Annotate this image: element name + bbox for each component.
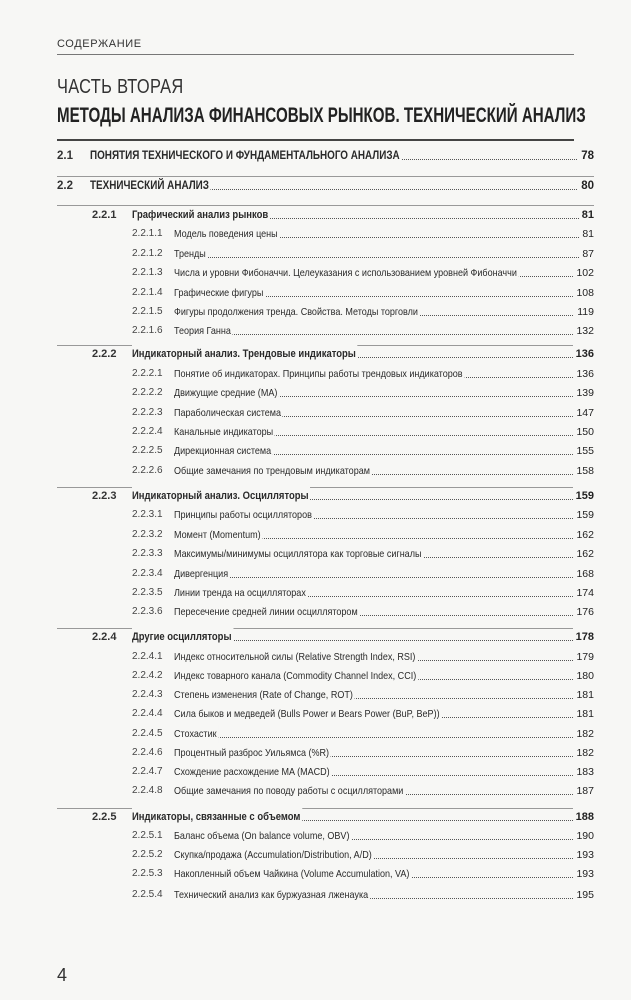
toc-entry[interactable]	[0, 628, 631, 646]
toc-entry-number: 2.2.1.4	[132, 287, 163, 298]
toc-entry-number: 2.2.3.2	[132, 529, 163, 540]
toc-entry[interactable]	[0, 506, 631, 524]
toc-entry-number: 2.2.2.2	[132, 387, 163, 398]
toc-entry-number: 2.2.2.1	[132, 368, 163, 379]
toc-entry-page: 162	[573, 545, 594, 563]
toc-entry-title: Движущие средние (MA)	[174, 384, 279, 402]
toc-entry-page: 179	[573, 648, 594, 666]
toc-entry-number: 2.2	[57, 180, 73, 192]
toc-entry-page: 168	[573, 565, 594, 583]
toc-entry-number: 2.2.1.1	[132, 228, 163, 239]
toc-entry[interactable]	[0, 345, 631, 363]
toc-entry-page: 178	[573, 628, 594, 646]
toc-entry-title: Фигуры продолжения тренда. Свойства. Методы торговли	[174, 303, 420, 321]
toc-entry-title: Степень изменения (Rate of Change, ROT)	[174, 686, 355, 704]
toc-entry-page: 193	[573, 846, 594, 864]
toc-entry[interactable]	[0, 865, 631, 883]
toc-entry-number: 2.2.4.8	[132, 785, 163, 796]
toc-entry-title: Числа и уровни Фибоначчи. Целеуказания с использованием уровней Фибоначчи	[174, 264, 519, 282]
toc-entry[interactable]	[0, 526, 631, 544]
toc-entry-title: Стохастик	[174, 725, 218, 743]
toc-entry-number: 2.2.3.5	[132, 587, 163, 598]
toc-entry-title: Модель поведения цены	[174, 225, 279, 243]
toc-entry-title: Технический анализ как буржуазная лженаука	[174, 886, 370, 904]
toc-entry-page: 162	[573, 526, 594, 544]
dot-leader	[176, 334, 579, 335]
toc-entry-page: 139	[573, 384, 594, 402]
toc-entry[interactable]	[0, 365, 631, 383]
toc-entry[interactable]	[0, 725, 631, 743]
toc-entry-page: 132	[573, 322, 594, 340]
toc-entry-page: 182	[573, 744, 594, 762]
toc-entry-page: 147	[573, 404, 594, 422]
toc-entry[interactable]	[0, 147, 631, 165]
toc-entry-page: 183	[573, 763, 594, 781]
toc-entry-page: 136	[573, 365, 594, 383]
toc-entry-title: Максимумы/минимумы осциллятора как торговые сигналы	[174, 545, 423, 563]
toc-entry-title: Тренды	[174, 245, 208, 263]
toc-entry-number: 2.2.3.6	[132, 606, 163, 617]
toc-entry-page: 155	[573, 442, 594, 460]
toc-entry-title: Накопленный объем Чайкина (Volume Accumulation, VA)	[174, 865, 411, 883]
toc-entry-page: 181	[573, 686, 594, 704]
toc-entry-page: 119	[574, 303, 594, 321]
toc-entry-page: 87	[579, 245, 594, 263]
toc-entry-title: Баланс объема (On balance volume, OBV)	[174, 827, 351, 845]
toc-entry-title: Параболическая система	[174, 404, 283, 422]
toc-entry-page: 159	[573, 487, 594, 505]
toc-entry-page: 108	[573, 284, 594, 302]
toc-entry-page: 81	[579, 225, 594, 243]
toc-entry-number: 2.2.4.1	[132, 651, 163, 662]
toc-entry-page: 195	[573, 886, 594, 904]
toc-entry-page: 188	[573, 808, 594, 826]
toc-entry-number: 2.2.3.1	[132, 509, 163, 520]
toc-entry[interactable]	[0, 423, 631, 441]
toc-entry[interactable]	[0, 565, 631, 583]
toc-entry-title: Индикаторы, связанные с объемом	[132, 808, 302, 826]
toc-entry-title: Линии тренда на осцилляторах	[174, 584, 308, 602]
toc-entry[interactable]	[0, 667, 631, 685]
toc-entry-title: Общие замечания по трендовым индикаторам	[174, 462, 372, 480]
toc-entry[interactable]	[0, 245, 631, 263]
toc-entry[interactable]	[0, 284, 631, 302]
toc-entry[interactable]	[0, 705, 631, 723]
toc-entry-number: 2.2.1.2	[132, 248, 163, 259]
toc-entry-title: Теория Ганна	[174, 322, 233, 340]
toc-entry-number: 2.2.4.5	[132, 728, 163, 739]
toc-entry-title: Момент (Momentum)	[174, 526, 262, 544]
toc-entry[interactable]	[0, 827, 631, 845]
toc-entry-number: 2.2.5.2	[132, 849, 163, 860]
page-number: 4	[57, 965, 68, 985]
toc-entry-number: 2.2.3.4	[132, 568, 163, 579]
part-label: ЧАСТЬ ВТОРАЯ	[57, 76, 184, 98]
toc-entry-number: 2.2.2.6	[132, 465, 163, 476]
toc-entry[interactable]	[0, 462, 631, 480]
toc-entry-number: 2.2.2.4	[132, 426, 163, 437]
toc-entry-title: Индикаторный анализ. Осцилляторы	[132, 487, 310, 505]
toc-entry-page: 158	[573, 462, 594, 480]
toc-entry-title: Графический анализ рынков	[132, 206, 270, 224]
toc-entry-number: 2.2.5	[92, 811, 117, 823]
toc-entry-page: 181	[573, 705, 594, 723]
toc-entry-number: 2.2.4.4	[132, 708, 163, 719]
toc-entry-page: 78	[578, 147, 594, 165]
toc-entry[interactable]	[0, 404, 631, 422]
toc-entry[interactable]	[0, 225, 631, 243]
part-title: МЕТОДЫ АНАЛИЗА ФИНАНСОВЫХ РЫНКОВ. ТЕХНИЧЕСКИЙ АНАЛИЗ	[57, 104, 586, 127]
toc-entry[interactable]	[0, 744, 631, 762]
dot-leader	[176, 257, 579, 258]
toc-entry[interactable]	[0, 603, 631, 621]
toc-entry-number: 2.2.2	[92, 348, 117, 360]
toc-entry-page: 187	[573, 782, 594, 800]
toc-entry[interactable]	[0, 886, 631, 904]
toc-entry[interactable]	[0, 782, 631, 800]
toc-entry[interactable]	[0, 206, 631, 224]
toc-entry-number: 2.2.4.3	[132, 689, 163, 700]
toc-entry[interactable]	[0, 763, 631, 781]
toc-entry-number: 2.2.4.6	[132, 747, 163, 758]
toc-entry-page: 136	[573, 345, 594, 363]
toc-entry-title: Общие замечания по поводу работы с осцилляторами	[174, 782, 405, 800]
toc-entry-page: 159	[573, 506, 594, 524]
toc-entry-number: 2.1	[57, 150, 73, 162]
toc-entry-page: 180	[573, 667, 594, 685]
toc-entry[interactable]	[0, 487, 631, 505]
toc-entry-title: Дирекционная система	[174, 442, 273, 460]
toc-entry-title: Графические фигуры	[174, 284, 265, 302]
dot-leader	[176, 737, 579, 738]
toc-entry[interactable]	[0, 442, 631, 460]
toc-entry-title: Индекс товарного канала (Commodity Channel Index, CCI)	[174, 667, 418, 685]
running-head: СОДЕРЖАНИЕ	[57, 38, 142, 50]
toc-entry-number: 2.2.3	[92, 490, 117, 502]
toc-entry-title: Схождение расхождение MA (MACD)	[174, 763, 331, 781]
toc-entry[interactable]	[0, 648, 631, 666]
toc-entry-title: Понятие об индикаторах. Принципы работы трендовых индикаторов	[174, 365, 464, 383]
dot-leader	[176, 577, 579, 578]
toc-entry-number: 2.2.2.3	[132, 407, 163, 418]
toc-entry-page: 81	[579, 206, 594, 224]
toc-entry-number: 2.2.5.1	[132, 830, 163, 841]
toc-entry-number: 2.2.4	[92, 631, 117, 643]
toc-entry-page: 150	[573, 423, 594, 441]
toc-entry-number: 2.2.1	[92, 209, 117, 221]
toc-entry-title: Принципы работы осцилляторов	[174, 506, 314, 524]
toc-entry-title: ПОНЯТИЯ ТЕХНИЧЕСКОГО И ФУНДАМЕНТАЛЬНОГО АНАЛИЗА	[90, 147, 401, 165]
toc-entry-number: 2.2.5.4	[132, 889, 163, 900]
toc-entry-title: Индекс относительной силы (Relative Strength Index, RSI)	[174, 648, 417, 666]
toc-entry[interactable]	[0, 686, 631, 704]
toc-entry-page: 193	[573, 865, 594, 883]
toc-entry[interactable]	[0, 846, 631, 864]
toc-entry-number: 2.2.4.7	[132, 766, 163, 777]
toc-entry-title: Сила быков и медведей (Bulls Power и Bears Power (BuP, BeP))	[174, 705, 441, 723]
toc-entry[interactable]	[0, 384, 631, 402]
toc-entry-number: 2.2.1.3	[132, 267, 163, 278]
toc-entry-page: 102	[573, 264, 594, 282]
toc-entry-title: Процентный разброс Уильямса (%R)	[174, 744, 331, 762]
toc-entry-page: 176	[573, 603, 594, 621]
toc-entry[interactable]	[0, 177, 631, 195]
toc-entry[interactable]	[0, 584, 631, 602]
toc-entry-page: 174	[573, 584, 594, 602]
toc-entry[interactable]	[0, 322, 631, 340]
toc-entry-title: Пересечение средней линии осциллятором	[174, 603, 359, 621]
toc-entry-number: 2.2.2.5	[132, 445, 163, 456]
toc-entry-number: 2.2.4.2	[132, 670, 163, 681]
toc-entry-number: 2.2.5.3	[132, 868, 163, 879]
toc-entry-page: 182	[573, 725, 594, 743]
toc-entry-title: Другие осцилляторы	[132, 628, 233, 646]
toc-entry-number: 2.2.3.3	[132, 548, 163, 559]
toc-entry[interactable]	[0, 808, 631, 826]
toc-entry-title: Канальные индикаторы	[174, 423, 275, 441]
toc-entry[interactable]	[0, 264, 631, 282]
toc-entry-number: 2.2.1.6	[132, 325, 163, 336]
toc-entry-number: 2.2.1.5	[132, 306, 163, 317]
toc-entry-page: 190	[573, 827, 594, 845]
toc-entry-title: ТЕХНИЧЕСКИЙ АНАЛИЗ	[90, 177, 211, 195]
toc-entry-title: Индикаторный анализ. Трендовые индикаторы	[132, 345, 358, 363]
toc-entry[interactable]	[0, 545, 631, 563]
toc-entry-title: Дивергенция	[174, 565, 230, 583]
toc-entry-page: 80	[578, 177, 594, 195]
toc-entry[interactable]	[0, 303, 631, 321]
toc-entry-title: Скупка/продажа (Accumulation/Distribution, A/D)	[174, 846, 373, 864]
